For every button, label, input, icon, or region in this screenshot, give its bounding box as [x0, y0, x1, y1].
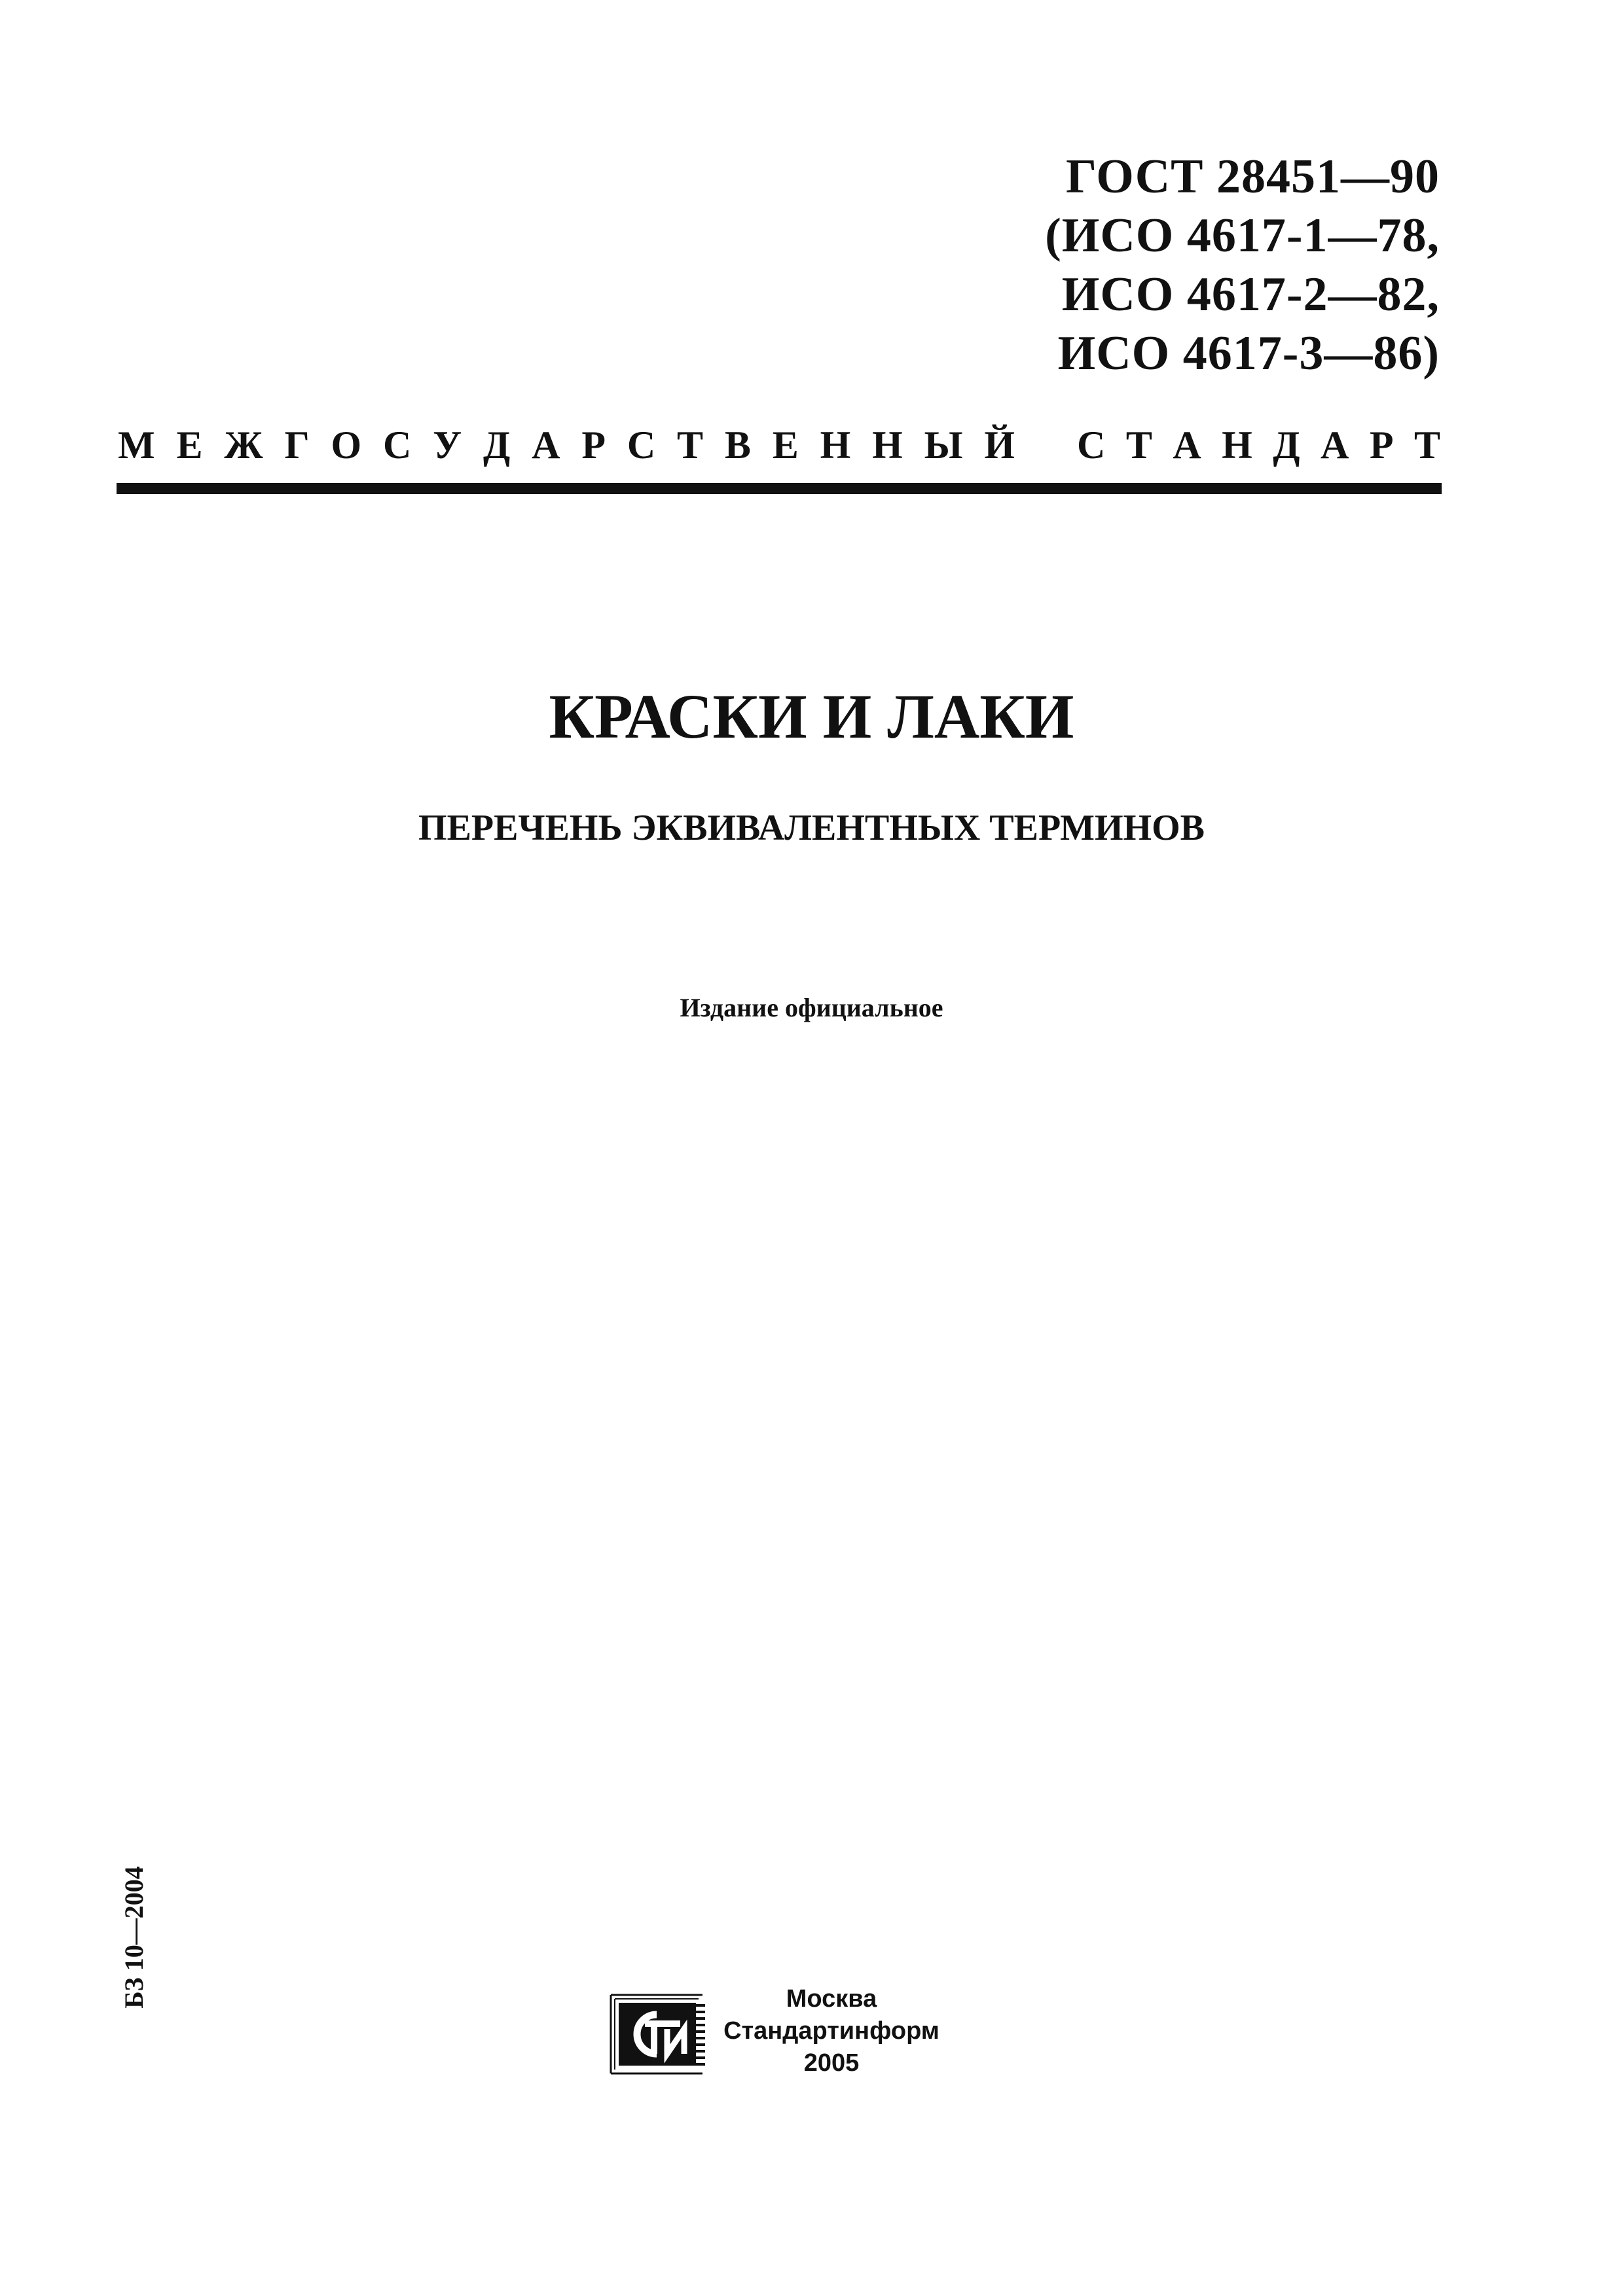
official-edition-label: Издание официальное	[680, 993, 943, 1022]
publisher-city: Москва	[786, 1985, 877, 2013]
heading-letter: Д	[483, 423, 511, 467]
heading-rule	[117, 483, 1442, 494]
side-mark-text: БЗ 10—2004	[119, 1866, 149, 2009]
designation-line-iso-3: ИСО 4617-3—86)	[1057, 327, 1440, 380]
heading-letter: С	[383, 423, 412, 467]
heading-letter: А	[1321, 423, 1349, 467]
designation-line-gost: ГОСТ 28451—90	[1066, 150, 1440, 204]
heading-letter: Т	[1125, 423, 1152, 467]
heading-letter: Г	[284, 423, 310, 467]
standartinform-logo-icon	[607, 1990, 707, 2077]
heading-letter: М	[118, 423, 155, 467]
heading-letter: С	[627, 423, 656, 467]
heading-letter: Н	[872, 423, 903, 467]
heading-word-interstate	[118, 419, 1015, 471]
document-subtitle: ПЕРЕЧЕНЬ ЭКВИВАЛЕНТНЫХ ТЕРМИНОВ	[418, 808, 1205, 848]
interstate-standard-heading	[118, 419, 1440, 471]
heading-letter: Т	[676, 423, 704, 467]
publisher-info	[714, 1983, 949, 2079]
heading-letter: А	[532, 423, 560, 467]
standard-designation	[850, 147, 1440, 383]
heading-letter: У	[433, 423, 462, 467]
heading-letter: О	[331, 423, 362, 467]
heading-letter: Н	[820, 423, 851, 467]
heading-letter: Т	[1413, 423, 1440, 467]
publication-year: 2005	[803, 2049, 860, 2077]
document-title: КРАСКИ И ЛАКИ	[549, 681, 1074, 751]
designation-line-iso-2: ИСО 4617-2—82,	[1061, 268, 1440, 321]
heading-letter: Е	[772, 423, 799, 467]
heading-letter: Ы	[924, 423, 963, 467]
heading-letter: Е	[176, 423, 203, 467]
heading-letter: В	[724, 423, 751, 467]
heading-letter: А	[1173, 423, 1201, 467]
heading-letter: Ж	[224, 423, 263, 467]
heading-word-standard	[1077, 419, 1440, 471]
heading-letter: Р	[581, 423, 606, 467]
heading-letter: Д	[1273, 423, 1300, 467]
heading-letter: Й	[984, 423, 1015, 467]
heading-letter: Н	[1222, 423, 1252, 467]
designation-line-iso-1: (ИСО 4617-1—78,	[1045, 209, 1440, 262]
publisher-name: Стандартинформ	[723, 2017, 939, 2045]
heading-letter: Р	[1369, 423, 1394, 467]
heading-letter: С	[1077, 423, 1106, 467]
